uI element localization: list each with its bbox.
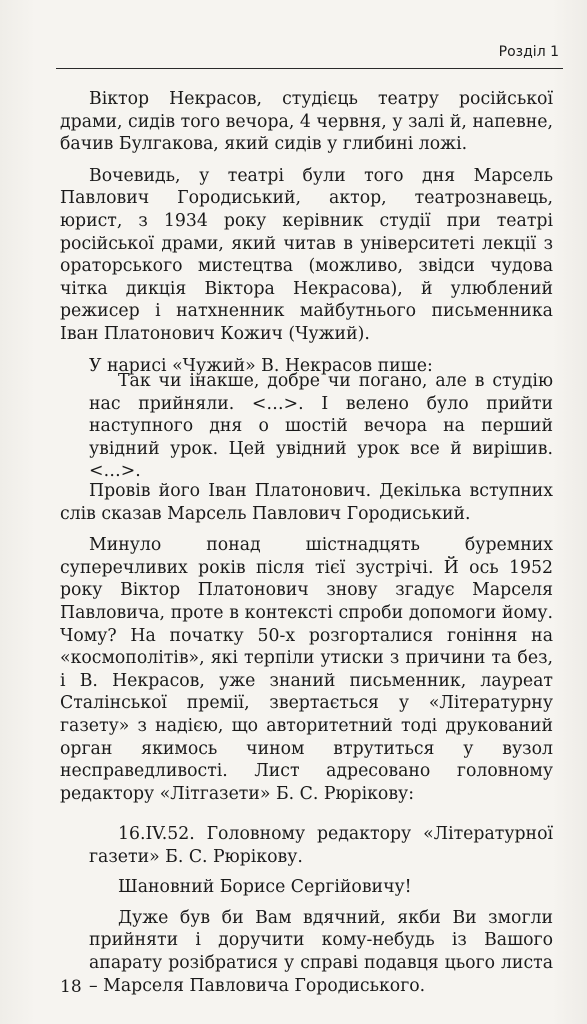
text-block-main xyxy=(60,480,553,805)
running-header xyxy=(56,38,563,69)
paragraph: Вочевидь, у театрі були того дня Марсель Павлович Городиський, актор, театрознавець, юрист, з 1934 року керівник студії при театрі російської драми, який читав в університеті лекції з ораторського мистецтва (можливо, звідси чудова чітка дикція Віктора Некрасова), й улюблений режисер і натхненник майбутнього письменника Іван Платонович Кожич (Чужий). xyxy=(60,165,553,344)
paragraph: У нарисі «Чужий» В. Некрасов пише: xyxy=(89,355,433,376)
quotation: Так чи інакше, добре чи погано, але в студію нас прийняли. <…>. І велено було прийти наступного дня о шостій вечора на перший увідний урок. Цей увідний урок все й вирішив. <…>. xyxy=(89,371,553,482)
section-title: Розділ 1 xyxy=(498,44,559,60)
text-block-intro xyxy=(60,88,553,377)
quotation-block xyxy=(60,370,553,483)
letter-heading: 16.IV.52. Головному редактору «Літературної газети» Б. С. Рюрікову. xyxy=(89,824,553,867)
paragraph: Провів його Іван Платонович. Декілька вступних слів сказав Марсель Павлович Городиський. xyxy=(60,481,553,524)
paragraph: Минуло понад шістнадцять буремних суперечливих років після тієї зустрічі. Й ось 1952 року Віктор Платонович знову згадує Марселя Павловича, проте в контексті спроби допомоги йому. Чому? На початку 50-х розгорталися гоніння на «космополітів», які терпіли утиски з причини та без, і В. Некрасов, уже знаний письменник, лауреат Сталінської премії, звертається у «Літературну газету» з надією, що авторитетний тоді друкований орган якимось чином втрутиться у вузол несправедливості. Лист адресовано головному редактору «Літгазети» Б. С. Рюрікову: xyxy=(60,535,553,804)
letter-salutation: Шановний Борисе Сергійовичу! xyxy=(118,877,412,898)
letter-block xyxy=(60,823,553,997)
letter-body: Дуже був би Вам вдячний, якби Ви змогли прийняти і доручити кому-небудь із Вашого апарату розібратися у справі подавця цього листа – Марселя Павловича Городиського. xyxy=(89,907,553,996)
paragraph: Віктор Некрасов, студієць театру російської драми, сидів того вечора, 4 червня, у залі й, напевне, бачив Булгакова, який сидів у глибині ложі. xyxy=(60,89,553,155)
page-number: 18 xyxy=(60,977,82,997)
